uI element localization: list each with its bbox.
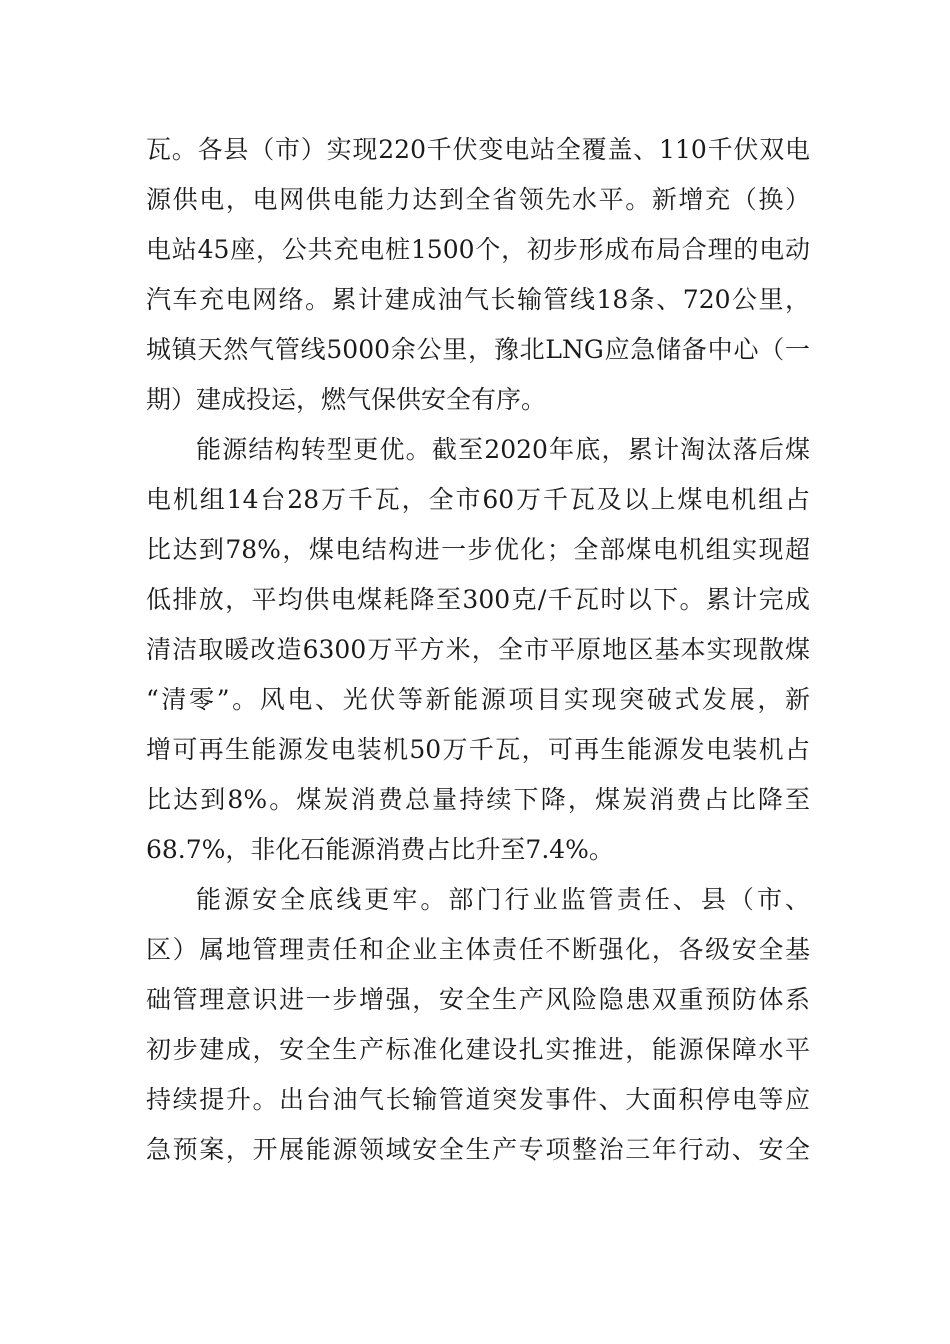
text-line: “清零”。风电、光伏等新能源项目实现突破式发展，新 bbox=[146, 685, 810, 714]
text-line: 能源安全底线更牢。部门行业监管责任、县（市、 bbox=[196, 885, 810, 914]
text-line: 比达到78%，煤电结构进一步优化；全部煤电机组实现超 bbox=[146, 535, 810, 564]
text-line: 急预案，开展能源领域安全生产专项整治三年行动、安全 bbox=[146, 1135, 810, 1164]
text-line: 比达到8%。煤炭消费总量持续下降，煤炭消费占比降至 bbox=[146, 785, 810, 814]
text-line: 瓦。各县（市）实现220千伏变电站全覆盖、110千伏双电 bbox=[146, 135, 810, 164]
text-line: 初步建成，安全生产标准化建设扎实推进，能源保障水平 bbox=[146, 1035, 810, 1064]
text-line: 68.7%，非化石能源消费占比升至7.4%。 bbox=[146, 835, 614, 864]
paragraph-grid-supply bbox=[146, 125, 810, 425]
text-line: 电站45座，公共充电桩1500个，初步形成布局合理的电动 bbox=[146, 235, 810, 264]
text-line: 增可再生能源发电装机50万千瓦，可再生能源发电装机占 bbox=[146, 735, 810, 764]
paragraph-energy-safety bbox=[146, 875, 810, 1175]
document-body bbox=[146, 125, 810, 1175]
text-line: 低排放，平均供电煤耗降至300克/千瓦时以下。累计完成 bbox=[146, 585, 810, 614]
paragraph-energy-structure bbox=[146, 425, 810, 875]
text-line: 源供电，电网供电能力达到全省领先水平。新增充（换） bbox=[146, 185, 810, 214]
text-line: 城镇天然气管线5000余公里，豫北LNG应急储备中心（一 bbox=[146, 335, 810, 364]
text-line: 期）建成投运，燃气保供安全有序。 bbox=[146, 385, 547, 414]
text-line: 础管理意识进一步增强，安全生产风险隐患双重预防体系 bbox=[146, 985, 810, 1014]
text-line: 持续提升。出台油气长输管道突发事件、大面积停电等应 bbox=[146, 1085, 810, 1114]
text-line: 清洁取暖改造6300万平方米，全市平原地区基本实现散煤 bbox=[146, 635, 810, 664]
text-line: 区）属地管理责任和企业主体责任不断强化，各级安全基 bbox=[146, 935, 810, 964]
text-line: 汽车充电网络。累计建成油气长输管线18条、720公里， bbox=[146, 285, 810, 314]
text-line: 能源结构转型更优。截至2020年底，累计淘汰落后煤 bbox=[196, 435, 810, 464]
text-line: 电机组14台28万千瓦，全市60万千瓦及以上煤电机组占 bbox=[146, 485, 810, 514]
